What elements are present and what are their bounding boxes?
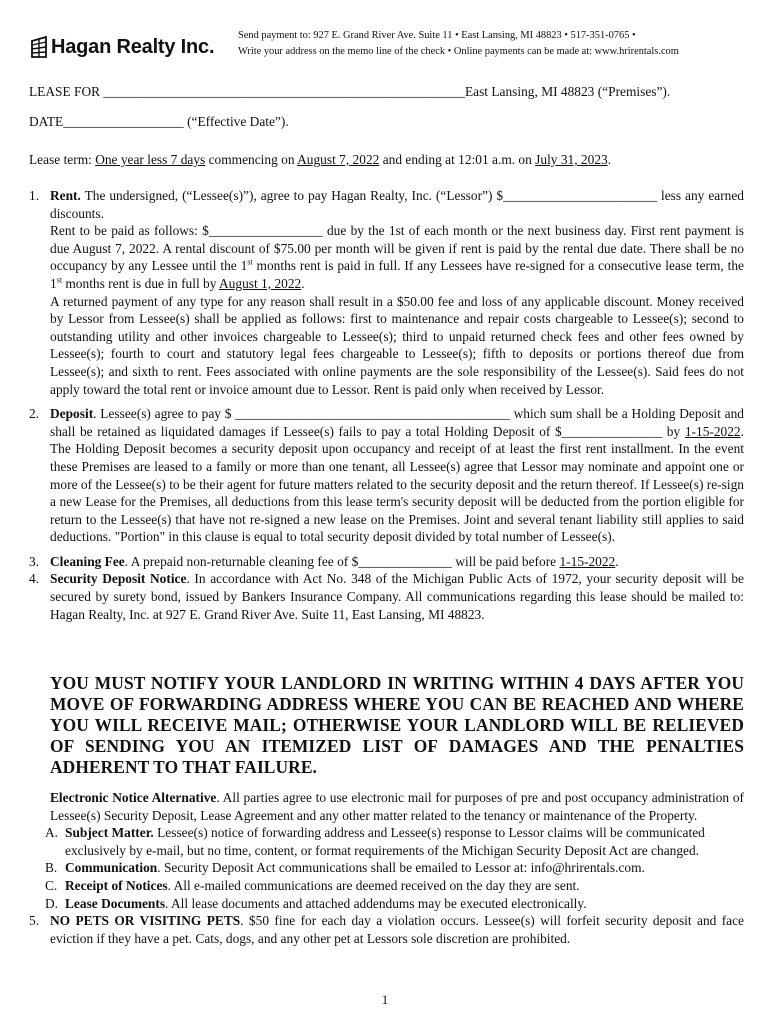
electronic-subitem-d bbox=[29, 895, 744, 913]
payment-online-line: Write your address on the memo line of the check • Online payments can be made at: www.hrirentals.com bbox=[238, 45, 679, 57]
electronic-notice-title: Electronic Notice Alternative bbox=[50, 790, 217, 805]
security-notice-text: . In accordance with Act No. 348 of the Michigan Public Acts of 1972, your security deposit will be secured by surety bond, issued by Bankers Insurance Company. All communications regarding this lease should be mailed to: Hagan Realty, Inc. at 927 E. Grand River Ave. Suite 11, East Lansing, MI 48823. bbox=[50, 571, 744, 622]
electronic-subitem-a bbox=[29, 824, 744, 859]
ordinal-suffix: st bbox=[56, 275, 63, 285]
date-blank: __________________ bbox=[63, 114, 184, 129]
company-logo bbox=[30, 30, 214, 64]
page-number: 1 bbox=[381, 992, 389, 1007]
payment-address-line: Send payment to: 927 E. Grand River Ave. Suite 11 • East Lansing, MI 48823 • 517-351-0765 • bbox=[238, 30, 636, 41]
forwarding-address-warning: YOU MUST NOTIFY YOUR LANDLORD IN WRITING WITHIN 4 DAYS AFTER YOU MOVE OF FORWARDING ADDRESS WHERE YOU CAN BE REACHED AND WHERE YOU WILL RECEIVE MAIL; OTHERWISE YOUR LANDLORD WILL BE RELIEVED OF SENDING YOU AN ITEMIZED LIST OF DAMAGES AND THE PENALTIES ADHERENT TO THAT FAILURE. bbox=[50, 673, 744, 777]
security-notice-clause bbox=[29, 570, 744, 623]
subitem-text: . All e-mailed communications are deemed received on the day they are sent. bbox=[167, 877, 580, 893]
rent-resign-text: months rent is paid in full. If any Lessees have re-signed for a consecutive lease term, the 1 bbox=[50, 258, 744, 291]
subitem-letter: A. bbox=[45, 825, 59, 841]
no-pets-title: NO PETS OR VISITING PETS bbox=[50, 913, 241, 929]
cleaning-fee-clause bbox=[29, 553, 744, 571]
rent-due-text: months rent is due in full by bbox=[62, 275, 220, 291]
deposit-date: 1-15-2022 bbox=[684, 423, 741, 439]
lease-clauses bbox=[29, 187, 744, 623]
date-line bbox=[29, 113, 289, 131]
cleaning-fee-date: 1-15-2022 bbox=[559, 553, 616, 569]
electronic-subitem-c bbox=[29, 877, 744, 895]
date-label: DATE bbox=[29, 114, 64, 129]
lease-term-line bbox=[29, 151, 611, 169]
term-middle2: and ending at 12:01 a.m. on bbox=[379, 152, 536, 167]
cleaning-fee-text: . A prepaid non-returnable cleaning fee of $______________ will be paid before bbox=[124, 553, 560, 569]
subitem-title: Receipt of Notices bbox=[65, 877, 168, 893]
term-end: July 31, 2023 bbox=[535, 152, 608, 167]
subitem-letter: D. bbox=[45, 895, 59, 911]
clause-number: 2. bbox=[29, 406, 40, 422]
clause-number: 5. bbox=[29, 913, 40, 929]
lease-for-line bbox=[29, 83, 670, 101]
cleaning-fee-period: . bbox=[615, 553, 619, 569]
electronic-notice-section bbox=[29, 789, 744, 947]
cleaning-fee-title: Cleaning Fee bbox=[50, 553, 125, 569]
security-notice-title: Security Deposit Notice bbox=[50, 571, 187, 587]
term-middle1: commencing on bbox=[205, 152, 298, 167]
subitem-letter: B. bbox=[45, 860, 58, 876]
subitem-title: Subject Matter. bbox=[65, 825, 154, 841]
no-pets-text: . $50 fine for each day a violation occurs. Lessee(s) will forfeit security deposit and face eviction if they have a pet. Cats, dogs, and any other pet at Lessors sole discretion are prohibited. bbox=[50, 913, 744, 946]
electronic-notice bbox=[29, 789, 744, 824]
payment-info bbox=[238, 28, 679, 59]
electronic-subitem-b bbox=[29, 859, 744, 877]
no-pets-clause bbox=[29, 912, 744, 947]
logo-text: Hagan Realty Inc. bbox=[51, 35, 215, 58]
clause-number: 4. bbox=[29, 571, 40, 587]
rent-title: Rent. bbox=[50, 188, 81, 203]
deposit-title: Deposit bbox=[50, 406, 94, 422]
ordinal-suffix: st bbox=[247, 257, 253, 267]
term-duration: One year less 7 days bbox=[95, 152, 206, 167]
clause-number: 3. bbox=[29, 553, 40, 569]
electronic-notice-text: . All parties agree to use electronic mail for purposes of pre and post occupancy administration of Lessee(s) Security Deposit, Lease Agreement and any other matter related to the tenancy or maintenance of the Property. bbox=[50, 790, 745, 823]
subitem-title: Communication bbox=[65, 860, 158, 876]
lease-for-label: LEASE FOR bbox=[29, 84, 104, 99]
rent-period: . bbox=[301, 275, 305, 291]
lease-for-location: East Lansing, MI 48823 (“Premises”). bbox=[464, 84, 671, 99]
rent-due-date: August 1, 2022 bbox=[219, 275, 302, 291]
subitem-text: . Security Deposit Act communications shall be emailed to Lessor at: info@hrirentals.com. bbox=[157, 860, 645, 876]
lease-for-blank: ______________________________________________________ bbox=[103, 84, 465, 99]
clause-number: 1. bbox=[29, 188, 40, 203]
term-start: August 7, 2022 bbox=[297, 152, 380, 167]
subitem-letter: C. bbox=[45, 877, 58, 893]
rent-schedule-text: Rent to be paid as follows: $_________________ due by the 1st of each month or the next business day. First rent payment is due August 7, 2022. A rental discount of $75.00 per month will be given if rent is paid by the rental due date. There shall be no occupancy by any Lessee until the 1 bbox=[50, 223, 744, 274]
term-prefix: Lease term: bbox=[29, 152, 96, 167]
rent-amount-text: The undersigned, (“Lessee(s)”), agree to pay Hagan Realty, Inc. (“Lessor”) $_______________________ less any earned discounts. bbox=[50, 188, 744, 221]
subitem-text: Lessee(s) notice of forwarding address and Lessee(s) response to Lessor claims will be communicated exclusively by e-mail, but no time, content, or format requirements of the Michigan Security Deposit Act are changed. bbox=[65, 825, 705, 858]
deposit-text-b: . The Holding Deposit becomes a security deposit upon occupancy and receipt of at least the first rent installment. In the event these Premises are leased to a family or more than one tenant, all Lessee(s) agree that Lessor may nominate and appoint one or more of the Lessee(s) to be their agent for future matters related to the security deposit and the return thereof. If Lessee(s) re-sign a new Lease for the Premises, all deductions from this lease term's security deposit will be deducted from the portion eligible for return to the Lessee(s) that have not re-signed a new lease on the Premises. Joint and several tenant liability still applies to said deductions. "Portion" in this clause is equal to total security deposit divided by total number of Lessee(s). bbox=[50, 423, 744, 545]
deposit-text-a: . Lessee(s) agree to pay $ _________________________________________ which sum shall be a Holding Deposit and shall be retained as liquidated damages if Lessee(s) fails to pay a total Holding Deposit of $_______________ by bbox=[50, 406, 744, 439]
subitem-title: Lease Documents bbox=[65, 895, 166, 911]
subitem-text: . All lease documents and attached addendums may be executed electronically. bbox=[165, 895, 587, 911]
rent-clause bbox=[29, 187, 744, 398]
deposit-clause bbox=[29, 405, 744, 546]
returned-payment-text: A returned payment of any type for any reason shall result in a $50.00 fee and loss of any applicable discount. Money received by Lessor from Lessee(s) shall be applied as follows: first to maintenance and repair costs chargeable to Lessee(s); second to outstanding utility and other invoices chargeable to Lessee(s); third to unpaid returned check fees and other fees owned by Lessee(s); fourth to court and statutory legal fees chargeable to Lessee(s); fifth to deposits or portions thereof due from Lessee(s); and sixth to rent. Fees associated with online payments are the sole responsibility of the Lessee(s). Said fees do not apply toward the total rent or invoice amount due to Lessor. Rent is paid only when received by Lessor. bbox=[50, 293, 744, 397]
term-suffix: . bbox=[607, 152, 612, 167]
building-icon bbox=[30, 35, 48, 59]
effective-date-label: (“Effective Date”). bbox=[183, 114, 289, 129]
